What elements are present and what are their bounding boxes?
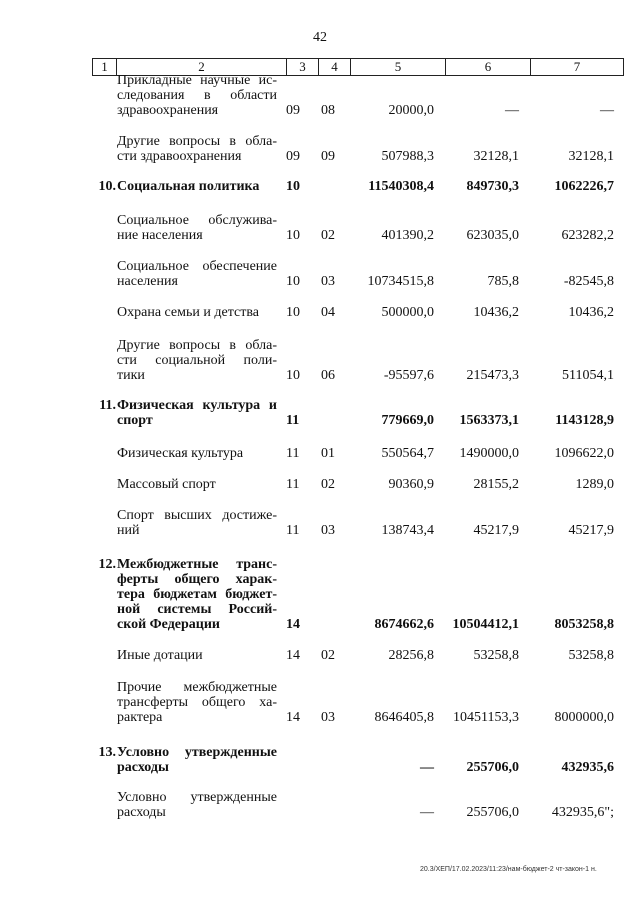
header-col-6: 6 (446, 59, 531, 75)
table-row (92, 338, 622, 383)
row-name (117, 305, 277, 320)
row-name (117, 745, 277, 775)
table-row (92, 213, 622, 243)
table-row (92, 790, 622, 820)
row-name (117, 213, 277, 243)
cell-c5: — (420, 805, 434, 820)
cell-c3: 09 (286, 149, 300, 164)
row-name (117, 648, 277, 663)
cell-c4: 03 (321, 274, 335, 289)
header-col-2: 2 (117, 59, 287, 75)
cell-c5: 20000,0 (388, 103, 434, 118)
table-row (92, 305, 622, 320)
cell-c4: 01 (321, 446, 335, 461)
cell-c4: 02 (321, 477, 335, 492)
row-name-line: Прикладные научные ис- (117, 73, 277, 88)
row-name (117, 338, 277, 383)
row-name-line: сти здравоохранения (117, 149, 242, 164)
row-name-line: расходы (117, 760, 169, 775)
cell-c5: 28256,8 (388, 648, 434, 663)
table-row (92, 398, 622, 428)
cell-c7: 1143128,9 (555, 413, 614, 428)
cell-c7: 53258,8 (568, 648, 614, 663)
row-name-line: следования в области (117, 88, 277, 103)
cell-c3: 09 (286, 103, 300, 118)
cell-c7: -82545,8 (563, 274, 614, 289)
row-name-line: Прочие межбюджетные (117, 680, 277, 695)
cell-c6: 53258,8 (473, 648, 519, 663)
table-row (92, 557, 622, 632)
cell-c5: 90360,9 (388, 477, 434, 492)
row-name-line: здравоохранения (117, 103, 219, 118)
row-name-line: Социальное обслужива- (117, 213, 277, 228)
cell-c3: 10 (286, 228, 300, 243)
row-name-line: Социальная политика (117, 179, 260, 194)
cell-c4: 03 (321, 523, 335, 538)
cell-c6: 785,8 (487, 274, 519, 289)
row-name-line: ние населения (117, 228, 203, 243)
table-row (92, 446, 622, 461)
cell-c5: 10734515,8 (367, 274, 434, 289)
cell-c5: 8674662,6 (374, 617, 434, 632)
row-name-line: Другие вопросы в обла- (117, 338, 277, 353)
row-name (117, 477, 277, 492)
header-col-7: 7 (573, 59, 581, 74)
row-number: 13. (98, 745, 116, 760)
cell-c6: 849730,3 (466, 179, 519, 194)
page-number: 42 (313, 30, 327, 45)
row-name-line: тики (117, 368, 145, 383)
row-name (117, 134, 277, 164)
cell-c3: 14 (286, 617, 300, 632)
cell-c6: — (505, 103, 519, 118)
cell-c4: 04 (321, 305, 335, 320)
row-name-line: Спорт высших достиже- (117, 508, 277, 523)
row-name-line: рактера (117, 710, 163, 725)
row-name-line: Условно утвержденные (117, 790, 277, 805)
cell-c5: 401390,2 (381, 228, 434, 243)
cell-c4: 03 (321, 710, 335, 725)
table-row (92, 259, 622, 289)
cell-c5: 11540308,4 (368, 179, 434, 194)
cell-c7: 623282,2 (561, 228, 614, 243)
cell-c5: — (420, 760, 434, 775)
row-name-line: ний (117, 523, 140, 538)
row-name-line: спорт (117, 413, 153, 428)
cell-c3: 11 (286, 523, 300, 538)
cell-c6: 10504412,1 (452, 617, 519, 632)
row-name-line: сти социальной поли- (117, 353, 277, 368)
cell-c6: 10451153,3 (453, 710, 519, 725)
row-number: 12. (98, 557, 116, 572)
row-name (117, 73, 277, 118)
row-name-line: Другие вопросы в обла- (117, 134, 277, 149)
cell-c3: 14 (286, 648, 300, 663)
cell-c6: 32128,1 (473, 149, 519, 164)
cell-c4: 06 (321, 368, 335, 383)
table-row (92, 477, 622, 492)
cell-c3: 11 (286, 413, 300, 428)
cell-c6: 1563373,1 (459, 413, 519, 428)
cell-c7: 32128,1 (568, 149, 614, 164)
cell-c6: 215473,3 (466, 368, 519, 383)
row-name-line: Массовый спорт (117, 477, 216, 492)
row-number: 10. (98, 179, 116, 194)
cell-c6: 255706,0 (466, 760, 519, 775)
cell-c6: 623035,0 (466, 228, 519, 243)
row-name-line: Физическая культура (117, 446, 244, 461)
cell-c6: 255706,0 (466, 805, 519, 820)
row-name (117, 680, 277, 725)
header-col-1: 1 (93, 59, 117, 75)
cell-c3: 10 (286, 368, 300, 383)
cell-c7: 8000000,0 (554, 710, 614, 725)
cell-c6: 1490000,0 (459, 446, 519, 461)
row-name (117, 259, 277, 289)
row-name-line: расходы (117, 805, 166, 820)
table-row (92, 508, 622, 538)
document-footer: 20.3/ХЕП/17.02.2023/11:23/нам-бюджет-2 чт-закон-1 н. (420, 866, 597, 873)
row-name-line: населения (117, 274, 178, 289)
cell-c3: 11 (286, 446, 300, 461)
cell-c7: 432935,6"; (551, 805, 614, 820)
cell-c5: 507988,3 (381, 149, 434, 164)
row-name-line: ной системы Россий- (117, 602, 277, 617)
cell-c5: 500000,0 (381, 305, 434, 320)
cell-c4: 02 (321, 648, 335, 663)
table-row (92, 745, 622, 775)
header-col-3: 3 (287, 59, 319, 75)
cell-c7: 8053258,8 (554, 617, 614, 632)
row-name (117, 790, 277, 820)
row-name (117, 398, 277, 428)
row-name-line: тера бюджетам бюджет- (117, 587, 277, 602)
cell-c5: 8646405,8 (374, 710, 434, 725)
cell-c4: 09 (321, 149, 335, 164)
cell-c4: 02 (321, 228, 335, 243)
header-col-5: 5 (351, 59, 446, 75)
row-name-line: Межбюджетные транс- (117, 557, 277, 572)
row-name-line: трансферты общего ха- (117, 695, 277, 710)
cell-c6: 28155,2 (473, 477, 519, 492)
cell-c3: 10 (286, 305, 300, 320)
cell-c6: 45217,9 (473, 523, 519, 538)
row-name-line: Физическая культура и (117, 398, 277, 413)
row-number: 11. (99, 398, 116, 413)
row-name-line: Иные дотации (117, 648, 203, 663)
cell-c5: 550564,7 (381, 446, 434, 461)
cell-c3: 11 (286, 477, 300, 492)
cell-c5: 779669,0 (381, 413, 434, 428)
row-name (117, 179, 277, 194)
cell-c3: 14 (286, 710, 300, 725)
table-row (92, 73, 622, 118)
cell-c3: 10 (286, 274, 300, 289)
cell-c5: 138743,4 (381, 523, 434, 538)
row-name-line: Социальное обеспечение (117, 259, 277, 274)
cell-c7: 1289,0 (575, 477, 614, 492)
row-name (117, 446, 277, 461)
cell-c7: — (600, 103, 614, 118)
header-col-4: 4 (319, 59, 351, 75)
row-name-line: ской Федерации (117, 617, 220, 632)
row-name (117, 557, 277, 632)
row-name-line: ферты общего харак- (117, 572, 277, 587)
row-name (117, 508, 277, 538)
cell-c7: 432935,6 (561, 760, 614, 775)
cell-c4: 08 (321, 103, 335, 118)
cell-c6: 10436,2 (473, 305, 519, 320)
row-name-line: Условно утвержденные (117, 745, 277, 760)
cell-c7: 10436,2 (568, 305, 614, 320)
table-row (92, 680, 622, 725)
table-row (92, 648, 622, 663)
cell-c3: 10 (286, 179, 300, 194)
cell-c7: 1062226,7 (554, 179, 614, 194)
cell-c5: -95597,6 (383, 368, 434, 383)
row-name-line: Охрана семьи и детства (117, 305, 259, 320)
table-row (92, 134, 622, 164)
cell-c7: 45217,9 (568, 523, 614, 538)
table-row (92, 179, 622, 194)
cell-c7: 1096622,0 (554, 446, 614, 461)
cell-c7: 511054,1 (562, 368, 614, 383)
